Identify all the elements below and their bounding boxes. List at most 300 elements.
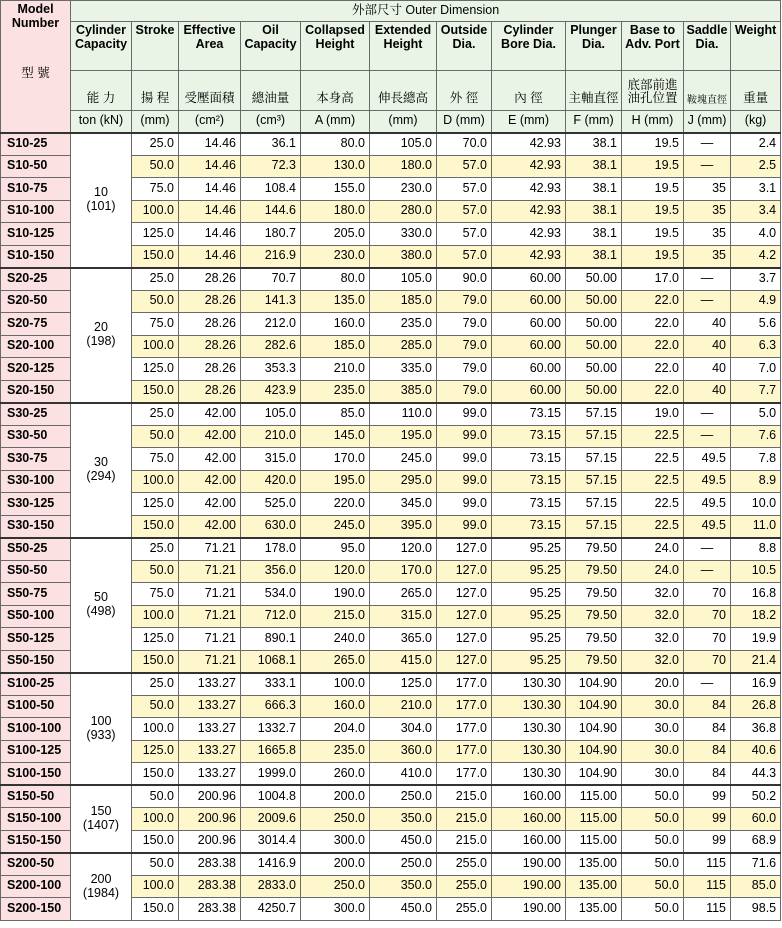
cell-col-9: 79.50 xyxy=(566,538,622,561)
cell-col-3: 71.21 xyxy=(179,538,241,561)
cell-col-10: 30.0 xyxy=(622,740,684,763)
cell-col-11: 70 xyxy=(684,605,731,628)
cell-col-7: 79.0 xyxy=(437,313,492,336)
model-number-cell: S200-50 xyxy=(1,853,71,876)
cell-col-8: 73.15 xyxy=(492,403,566,426)
cell-col-11: 49.5 xyxy=(684,515,731,538)
cell-col-6: 105.0 xyxy=(370,133,437,156)
cell-col-10: 22.0 xyxy=(622,290,684,313)
cell-col-4: 630.0 xyxy=(241,515,301,538)
cell-col-4: 144.6 xyxy=(241,200,301,223)
cell-col-8: 60.00 xyxy=(492,290,566,313)
cell-col-9: 79.50 xyxy=(566,560,622,583)
cell-col-3: 71.21 xyxy=(179,605,241,628)
model-number-cell: S30-75 xyxy=(1,448,71,471)
cell-col-12: 6.3 xyxy=(731,335,781,358)
cell-col-11: 115 xyxy=(684,875,731,898)
cell-col-8: 73.15 xyxy=(492,515,566,538)
cell-col-2: 75.0 xyxy=(132,313,179,336)
cell-col-3: 200.96 xyxy=(179,785,241,808)
cell-col-5: 300.0 xyxy=(301,830,370,853)
cell-col-8: 190.00 xyxy=(492,875,566,898)
cell-col-3: 42.00 xyxy=(179,493,241,516)
cell-col-6: 335.0 xyxy=(370,358,437,381)
model-number-cell: S50-25 xyxy=(1,538,71,561)
cell-col-5: 80.0 xyxy=(301,268,370,291)
cell-col-6: 170.0 xyxy=(370,560,437,583)
cell-col-7: 255.0 xyxy=(437,898,492,921)
cell-col-10: 19.5 xyxy=(622,223,684,246)
cell-col-3: 133.27 xyxy=(179,740,241,763)
cell-col-7: 215.0 xyxy=(437,808,492,831)
cell-col-5: 160.0 xyxy=(301,313,370,336)
cell-col-8: 130.30 xyxy=(492,718,566,741)
cell-col-9: 135.00 xyxy=(566,875,622,898)
cell-col-6: 195.0 xyxy=(370,425,437,448)
cell-col-6: 350.0 xyxy=(370,808,437,831)
cell-col-11: 40 xyxy=(684,358,731,381)
header-unit-1: ton (kN) xyxy=(71,111,132,133)
cell-col-12: 8.8 xyxy=(731,538,781,561)
header-unit-6: (mm) xyxy=(370,111,437,133)
capacity-cell xyxy=(71,133,132,268)
cell-col-9: 79.50 xyxy=(566,628,622,651)
cell-col-8: 42.93 xyxy=(492,200,566,223)
header-en-3: Effective Area xyxy=(179,22,241,71)
cell-col-5: 240.0 xyxy=(301,628,370,651)
header-zh-5: 本身高 xyxy=(301,71,370,111)
cell-col-12: 5.0 xyxy=(731,403,781,426)
model-number-cell: S30-150 xyxy=(1,515,71,538)
cell-col-4: 333.1 xyxy=(241,673,301,696)
cell-col-2: 100.0 xyxy=(132,808,179,831)
cell-col-11: 49.5 xyxy=(684,470,731,493)
cell-col-12: 44.3 xyxy=(731,763,781,786)
cell-col-10: 22.5 xyxy=(622,448,684,471)
cell-col-4: 1004.8 xyxy=(241,785,301,808)
cell-col-6: 265.0 xyxy=(370,583,437,606)
cell-col-8: 73.15 xyxy=(492,470,566,493)
cell-col-11: 99 xyxy=(684,830,731,853)
cell-col-6: 280.0 xyxy=(370,200,437,223)
cell-col-12: 68.9 xyxy=(731,830,781,853)
cell-col-5: 245.0 xyxy=(301,515,370,538)
cell-col-7: 177.0 xyxy=(437,695,492,718)
cell-col-3: 283.38 xyxy=(179,875,241,898)
cell-col-6: 250.0 xyxy=(370,785,437,808)
cell-col-4: 4250.7 xyxy=(241,898,301,921)
capacity-cell xyxy=(71,268,132,403)
cell-col-9: 104.90 xyxy=(566,740,622,763)
cell-col-12: 5.6 xyxy=(731,313,781,336)
cell-col-10: 17.0 xyxy=(622,268,684,291)
cell-col-12: 4.0 xyxy=(731,223,781,246)
cell-col-4: 178.0 xyxy=(241,538,301,561)
cell-col-9: 79.50 xyxy=(566,583,622,606)
cell-col-12: 40.6 xyxy=(731,740,781,763)
cell-col-9: 57.15 xyxy=(566,448,622,471)
cell-col-9: 38.1 xyxy=(566,178,622,201)
cell-col-7: 99.0 xyxy=(437,493,492,516)
cell-col-8: 42.93 xyxy=(492,155,566,178)
cell-col-8: 95.25 xyxy=(492,650,566,673)
cell-col-5: 85.0 xyxy=(301,403,370,426)
cell-col-9: 50.00 xyxy=(566,290,622,313)
cell-col-5: 204.0 xyxy=(301,718,370,741)
cell-col-11: — xyxy=(684,268,731,291)
cell-col-2: 75.0 xyxy=(132,583,179,606)
cell-col-10: 50.0 xyxy=(622,898,684,921)
cell-col-12: 50.2 xyxy=(731,785,781,808)
header-zh-4: 總油量 xyxy=(241,71,301,111)
header-en-9: Plunger Dia. xyxy=(566,22,622,71)
cell-col-10: 22.5 xyxy=(622,515,684,538)
cell-col-8: 130.30 xyxy=(492,673,566,696)
table-row xyxy=(1,785,781,808)
cell-col-10: 19.5 xyxy=(622,245,684,268)
cell-col-6: 125.0 xyxy=(370,673,437,696)
cell-col-8: 73.15 xyxy=(492,448,566,471)
cell-col-2: 100.0 xyxy=(132,718,179,741)
cell-col-8: 95.25 xyxy=(492,560,566,583)
cell-col-12: 2.4 xyxy=(731,133,781,156)
cell-col-4: 1416.9 xyxy=(241,853,301,876)
cell-col-5: 170.0 xyxy=(301,448,370,471)
cell-col-3: 28.26 xyxy=(179,358,241,381)
cell-col-6: 110.0 xyxy=(370,403,437,426)
cell-col-5: 185.0 xyxy=(301,335,370,358)
capacity-cell xyxy=(71,673,132,786)
cell-col-8: 60.00 xyxy=(492,335,566,358)
cell-col-2: 50.0 xyxy=(132,290,179,313)
cell-col-2: 100.0 xyxy=(132,200,179,223)
cell-col-4: 356.0 xyxy=(241,560,301,583)
cell-col-7: 99.0 xyxy=(437,425,492,448)
cell-col-3: 28.26 xyxy=(179,380,241,403)
cell-col-11: 49.5 xyxy=(684,493,731,516)
cell-col-6: 245.0 xyxy=(370,448,437,471)
model-number-cell: S100-100 xyxy=(1,718,71,741)
cell-col-8: 95.25 xyxy=(492,583,566,606)
cell-col-8: 160.00 xyxy=(492,785,566,808)
cell-col-2: 100.0 xyxy=(132,470,179,493)
header-zh-9: 主軸直徑 xyxy=(566,71,622,111)
cell-col-9: 104.90 xyxy=(566,695,622,718)
cell-col-6: 395.0 xyxy=(370,515,437,538)
cell-col-6: 410.0 xyxy=(370,763,437,786)
cell-col-4: 216.9 xyxy=(241,245,301,268)
cell-col-8: 130.30 xyxy=(492,740,566,763)
cell-col-5: 210.0 xyxy=(301,358,370,381)
header-unit-9: F (mm) xyxy=(566,111,622,133)
cell-col-7: 99.0 xyxy=(437,403,492,426)
cell-col-3: 283.38 xyxy=(179,853,241,876)
table-row xyxy=(1,403,781,426)
cell-col-4: 1068.1 xyxy=(241,650,301,673)
cell-col-5: 230.0 xyxy=(301,245,370,268)
cell-col-2: 25.0 xyxy=(132,268,179,291)
cell-col-9: 115.00 xyxy=(566,830,622,853)
cell-col-11: 35 xyxy=(684,178,731,201)
model-number-cell: S100-50 xyxy=(1,695,71,718)
cell-col-11: 40 xyxy=(684,313,731,336)
cell-col-4: 70.7 xyxy=(241,268,301,291)
cell-col-4: 423.9 xyxy=(241,380,301,403)
cell-col-8: 60.00 xyxy=(492,268,566,291)
cell-col-2: 25.0 xyxy=(132,403,179,426)
cell-col-12: 16.9 xyxy=(731,673,781,696)
cell-col-5: 190.0 xyxy=(301,583,370,606)
model-number-cell: S20-25 xyxy=(1,268,71,291)
cell-col-11: 84 xyxy=(684,718,731,741)
cell-col-9: 135.00 xyxy=(566,853,622,876)
cell-col-4: 180.7 xyxy=(241,223,301,246)
cell-col-9: 104.90 xyxy=(566,673,622,696)
cell-col-2: 50.0 xyxy=(132,155,179,178)
cell-col-3: 28.26 xyxy=(179,268,241,291)
cell-col-4: 666.3 xyxy=(241,695,301,718)
cell-col-12: 7.8 xyxy=(731,448,781,471)
cell-col-12: 19.9 xyxy=(731,628,781,651)
model-number-cell: S20-50 xyxy=(1,290,71,313)
capacity-kn: (101) xyxy=(86,199,116,213)
cell-col-5: 235.0 xyxy=(301,740,370,763)
cell-col-6: 345.0 xyxy=(370,493,437,516)
cell-col-12: 10.0 xyxy=(731,493,781,516)
table-row xyxy=(1,673,781,696)
cell-col-11: 70 xyxy=(684,628,731,651)
cell-col-5: 120.0 xyxy=(301,560,370,583)
cell-col-3: 133.27 xyxy=(179,718,241,741)
cell-col-4: 210.0 xyxy=(241,425,301,448)
cell-col-9: 57.15 xyxy=(566,515,622,538)
cell-col-3: 71.21 xyxy=(179,560,241,583)
cell-col-8: 60.00 xyxy=(492,380,566,403)
cell-col-6: 185.0 xyxy=(370,290,437,313)
header-outer-dimension: 外部尺寸 Outer Dimension xyxy=(71,1,781,22)
header-zh-12: 重量 xyxy=(731,71,781,111)
cell-col-3: 133.27 xyxy=(179,763,241,786)
header-unit-2: (mm) xyxy=(132,111,179,133)
cell-col-6: 330.0 xyxy=(370,223,437,246)
cell-col-11: — xyxy=(684,425,731,448)
cell-col-2: 150.0 xyxy=(132,245,179,268)
capacity-kn: (498) xyxy=(86,604,116,618)
cell-col-3: 71.21 xyxy=(179,628,241,651)
cell-col-9: 115.00 xyxy=(566,785,622,808)
model-number-cell: S20-150 xyxy=(1,380,71,403)
cell-col-12: 16.8 xyxy=(731,583,781,606)
cell-col-11: 70 xyxy=(684,583,731,606)
model-number-cell: S10-100 xyxy=(1,200,71,223)
cell-col-5: 130.0 xyxy=(301,155,370,178)
cell-col-8: 160.00 xyxy=(492,808,566,831)
cell-col-8: 60.00 xyxy=(492,358,566,381)
cell-col-4: 72.3 xyxy=(241,155,301,178)
cell-col-7: 57.0 xyxy=(437,245,492,268)
capacity-kn: (198) xyxy=(86,334,116,348)
cell-col-10: 22.0 xyxy=(622,335,684,358)
cell-col-6: 415.0 xyxy=(370,650,437,673)
cell-col-7: 177.0 xyxy=(437,718,492,741)
cell-col-8: 190.00 xyxy=(492,853,566,876)
cell-col-10: 30.0 xyxy=(622,695,684,718)
cell-col-12: 3.7 xyxy=(731,268,781,291)
table-row xyxy=(1,268,781,291)
cell-col-6: 304.0 xyxy=(370,718,437,741)
cell-col-10: 22.0 xyxy=(622,380,684,403)
cell-col-10: 32.0 xyxy=(622,583,684,606)
cell-col-5: 260.0 xyxy=(301,763,370,786)
cell-col-4: 212.0 xyxy=(241,313,301,336)
capacity-kn: (1984) xyxy=(82,885,120,900)
cell-col-7: 177.0 xyxy=(437,763,492,786)
cell-col-5: 145.0 xyxy=(301,425,370,448)
cell-col-4: 712.0 xyxy=(241,605,301,628)
header-model-en: Model Number xyxy=(11,2,60,30)
cell-col-10: 22.0 xyxy=(622,358,684,381)
cell-col-2: 125.0 xyxy=(132,223,179,246)
cell-col-4: 2009.6 xyxy=(241,808,301,831)
cell-col-7: 127.0 xyxy=(437,583,492,606)
cell-col-10: 50.0 xyxy=(622,875,684,898)
cell-col-7: 127.0 xyxy=(437,605,492,628)
cell-col-12: 3.4 xyxy=(731,200,781,223)
header-en-12: Weight xyxy=(731,22,781,71)
header-en-5: Collapsed Height xyxy=(301,22,370,71)
cell-col-11: 84 xyxy=(684,763,731,786)
cell-col-3: 14.46 xyxy=(179,133,241,156)
header-unit-8: E (mm) xyxy=(492,111,566,133)
header-en-6: Extended Height xyxy=(370,22,437,71)
model-number-cell: S50-150 xyxy=(1,650,71,673)
cell-col-9: 79.50 xyxy=(566,650,622,673)
cell-col-9: 57.15 xyxy=(566,425,622,448)
cell-col-10: 50.0 xyxy=(622,830,684,853)
cell-col-10: 22.5 xyxy=(622,470,684,493)
cell-col-9: 38.1 xyxy=(566,245,622,268)
cell-col-2: 50.0 xyxy=(132,785,179,808)
cell-col-5: 160.0 xyxy=(301,695,370,718)
cell-col-10: 19.0 xyxy=(622,403,684,426)
cell-col-4: 534.0 xyxy=(241,583,301,606)
cell-col-9: 38.1 xyxy=(566,155,622,178)
cell-col-12: 7.6 xyxy=(731,425,781,448)
cell-col-8: 95.25 xyxy=(492,538,566,561)
cell-col-9: 115.00 xyxy=(566,808,622,831)
cell-col-5: 100.0 xyxy=(301,673,370,696)
cell-col-11: — xyxy=(684,560,731,583)
cell-col-8: 95.25 xyxy=(492,605,566,628)
model-number-cell: S10-25 xyxy=(1,133,71,156)
cell-col-6: 105.0 xyxy=(370,268,437,291)
cell-col-7: 99.0 xyxy=(437,470,492,493)
cell-col-3: 200.96 xyxy=(179,830,241,853)
cell-col-9: 135.00 xyxy=(566,898,622,921)
capacity-kn: (1407) xyxy=(82,817,120,832)
cell-col-2: 50.0 xyxy=(132,695,179,718)
cell-col-5: 180.0 xyxy=(301,200,370,223)
cell-col-2: 125.0 xyxy=(132,740,179,763)
model-number-cell: S50-125 xyxy=(1,628,71,651)
cell-col-2: 150.0 xyxy=(132,763,179,786)
capacity-cell xyxy=(71,785,132,853)
cell-col-11: — xyxy=(684,673,731,696)
cell-col-9: 50.00 xyxy=(566,268,622,291)
cell-col-8: 190.00 xyxy=(492,898,566,921)
capacity-ton: 100 xyxy=(90,714,112,728)
model-number-cell: S20-100 xyxy=(1,335,71,358)
cell-col-9: 38.1 xyxy=(566,133,622,156)
model-number-cell: S150-50 xyxy=(1,785,71,808)
cell-col-2: 125.0 xyxy=(132,628,179,651)
cell-col-4: 3014.4 xyxy=(241,830,301,853)
cell-col-9: 104.90 xyxy=(566,718,622,741)
cell-col-3: 28.26 xyxy=(179,290,241,313)
model-number-cell: S10-50 xyxy=(1,155,71,178)
cell-col-5: 80.0 xyxy=(301,133,370,156)
cell-col-12: 18.2 xyxy=(731,605,781,628)
cell-col-5: 135.0 xyxy=(301,290,370,313)
cell-col-12: 4.2 xyxy=(731,245,781,268)
cell-col-5: 195.0 xyxy=(301,470,370,493)
cell-col-7: 215.0 xyxy=(437,830,492,853)
header-zh-6: 伸長總高 xyxy=(370,71,437,111)
cell-col-11: 40 xyxy=(684,335,731,358)
cell-col-2: 25.0 xyxy=(132,133,179,156)
cell-col-6: 180.0 xyxy=(370,155,437,178)
cell-col-8: 73.15 xyxy=(492,425,566,448)
cell-col-9: 57.15 xyxy=(566,470,622,493)
cell-col-7: 127.0 xyxy=(437,650,492,673)
header-unit-7: D (mm) xyxy=(437,111,492,133)
cell-col-3: 133.27 xyxy=(179,673,241,696)
cell-col-5: 250.0 xyxy=(301,875,370,898)
cell-col-9: 50.00 xyxy=(566,358,622,381)
cell-col-6: 250.0 xyxy=(370,853,437,876)
cell-col-11: 40 xyxy=(684,380,731,403)
cell-col-12: 7.7 xyxy=(731,380,781,403)
model-number-cell: S10-150 xyxy=(1,245,71,268)
cell-col-7: 255.0 xyxy=(437,853,492,876)
cell-col-12: 11.0 xyxy=(731,515,781,538)
header-en-11: Saddle Dia. xyxy=(684,22,731,71)
cell-col-3: 14.46 xyxy=(179,200,241,223)
cell-col-3: 42.00 xyxy=(179,470,241,493)
cell-col-3: 42.00 xyxy=(179,403,241,426)
cell-col-3: 14.46 xyxy=(179,178,241,201)
cell-col-9: 57.15 xyxy=(566,493,622,516)
cell-col-10: 22.5 xyxy=(622,493,684,516)
cell-col-7: 57.0 xyxy=(437,155,492,178)
cell-col-4: 1999.0 xyxy=(241,763,301,786)
cell-col-12: 98.5 xyxy=(731,898,781,921)
cell-col-6: 365.0 xyxy=(370,628,437,651)
cell-col-7: 99.0 xyxy=(437,448,492,471)
cell-col-3: 200.96 xyxy=(179,808,241,831)
cell-col-4: 36.1 xyxy=(241,133,301,156)
model-number-cell: S150-150 xyxy=(1,830,71,853)
cell-col-2: 25.0 xyxy=(132,538,179,561)
table-row xyxy=(1,538,781,561)
cell-col-4: 141.3 xyxy=(241,290,301,313)
cell-col-9: 50.00 xyxy=(566,313,622,336)
cell-col-4: 315.0 xyxy=(241,448,301,471)
cell-col-2: 125.0 xyxy=(132,493,179,516)
cell-col-11: 99 xyxy=(684,808,731,831)
capacity-ton: 200 xyxy=(90,871,112,886)
model-number-cell: S100-25 xyxy=(1,673,71,696)
